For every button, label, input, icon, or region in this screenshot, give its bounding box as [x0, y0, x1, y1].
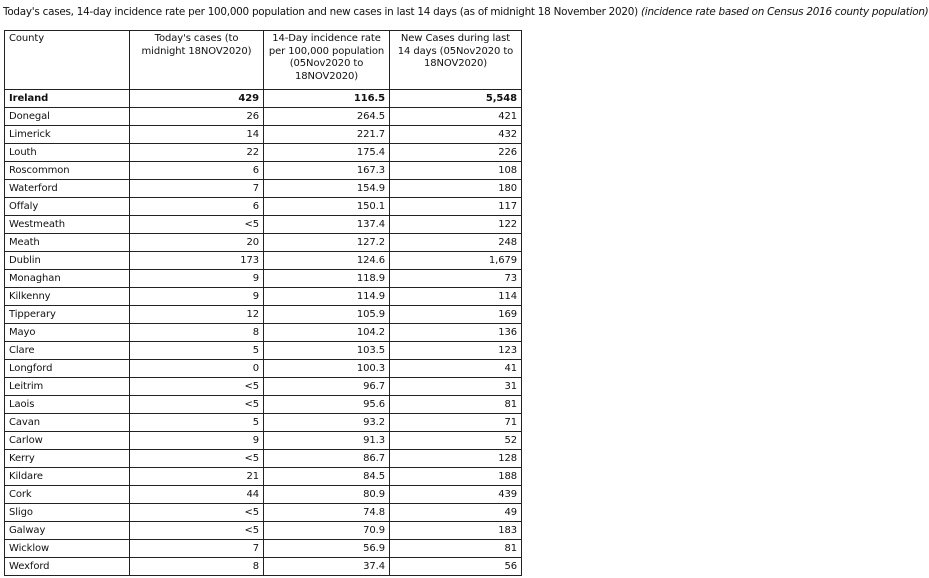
- incidence-rate-cell: 95.6: [264, 396, 390, 414]
- table-row: [5, 198, 522, 216]
- new-cases-cell: 128: [390, 450, 522, 468]
- new-cases-cell: 226: [390, 144, 522, 162]
- incidence-rate-cell: 96.7: [264, 378, 390, 396]
- today-cases-cell: 7: [130, 540, 264, 558]
- county-cell: Wicklow: [5, 540, 130, 558]
- table-row: [5, 162, 522, 180]
- county-cell: Monaghan: [5, 270, 130, 288]
- incidence-rate-cell: 70.9: [264, 522, 390, 540]
- table-row: [5, 126, 522, 144]
- incidence-rate-cell: 137.4: [264, 216, 390, 234]
- new-cases-cell: 56: [390, 558, 522, 576]
- page-title: [3, 5, 929, 19]
- table-row: [5, 324, 522, 342]
- incidence-rate-cell: 221.7: [264, 126, 390, 144]
- incidence-rate-cell: 114.9: [264, 288, 390, 306]
- today-cases-cell: <5: [130, 504, 264, 522]
- incidence-rate-cell: 74.8: [264, 504, 390, 522]
- total-row: [5, 90, 522, 108]
- table-row: [5, 342, 522, 360]
- incidence-rate-cell: 103.5: [264, 342, 390, 360]
- table-row: [5, 486, 522, 504]
- title-main: Today's cases, 14-day incidence rate per 100,000 population and new cases in last 14 days (as of midnight 18 November 2020): [3, 6, 638, 18]
- incidence-rate-cell: 105.9: [264, 306, 390, 324]
- incidence-rate-cell: 264.5: [264, 108, 390, 126]
- county-cell: Dublin: [5, 252, 130, 270]
- county-cell: Cavan: [5, 414, 130, 432]
- new-cases-cell: 169: [390, 306, 522, 324]
- county-cell: Cork: [5, 486, 130, 504]
- today-cases-cell: 20: [130, 234, 264, 252]
- header-row: [5, 31, 522, 90]
- header-county: County: [5, 31, 130, 90]
- incidence-rate-cell: 56.9: [264, 540, 390, 558]
- county-cell: Galway: [5, 522, 130, 540]
- new-cases-cell: 108: [390, 162, 522, 180]
- county-cell: Donegal: [5, 108, 130, 126]
- total-county: Ireland: [5, 90, 130, 108]
- table-row: [5, 450, 522, 468]
- county-cell: Meath: [5, 234, 130, 252]
- incidence-rate-cell: 175.4: [264, 144, 390, 162]
- today-cases-cell: 22: [130, 144, 264, 162]
- today-cases-cell: 9: [130, 288, 264, 306]
- new-cases-cell: 81: [390, 540, 522, 558]
- incidence-rate-cell: 154.9: [264, 180, 390, 198]
- today-cases-cell: 0: [130, 360, 264, 378]
- incidence-rate-cell: 150.1: [264, 198, 390, 216]
- table-row: [5, 540, 522, 558]
- header-today-cases: Today's cases (to midnight 18NOV2020): [130, 31, 264, 90]
- new-cases-cell: 71: [390, 414, 522, 432]
- new-cases-cell: 188: [390, 468, 522, 486]
- county-cell: Longford: [5, 360, 130, 378]
- new-cases-cell: 31: [390, 378, 522, 396]
- new-cases-cell: 41: [390, 360, 522, 378]
- incidence-rate-cell: 118.9: [264, 270, 390, 288]
- today-cases-cell: 8: [130, 558, 264, 576]
- today-cases-cell: 6: [130, 162, 264, 180]
- county-cell: Carlow: [5, 432, 130, 450]
- incidence-rate-cell: 124.6: [264, 252, 390, 270]
- table-row: [5, 270, 522, 288]
- table-row: [5, 252, 522, 270]
- table-row: [5, 144, 522, 162]
- header-incidence-rate: 14-Day incidence rate per 100,000 population (05Nov2020 to 18NOV2020): [264, 31, 390, 90]
- incidence-rate-cell: 127.2: [264, 234, 390, 252]
- today-cases-cell: 26: [130, 108, 264, 126]
- incidence-rate-cell: 37.4: [264, 558, 390, 576]
- new-cases-cell: 114: [390, 288, 522, 306]
- total-new-cases: 5,548: [390, 90, 522, 108]
- today-cases-cell: <5: [130, 378, 264, 396]
- county-cell: Waterford: [5, 180, 130, 198]
- table-row: [5, 432, 522, 450]
- title-note: (incidence rate based on Census 2016 county population): [641, 6, 929, 18]
- today-cases-cell: 12: [130, 306, 264, 324]
- table-row: [5, 288, 522, 306]
- new-cases-cell: 439: [390, 486, 522, 504]
- new-cases-cell: 73: [390, 270, 522, 288]
- county-cell: Kilkenny: [5, 288, 130, 306]
- county-cell: Laois: [5, 396, 130, 414]
- table-row: [5, 216, 522, 234]
- new-cases-cell: 432: [390, 126, 522, 144]
- new-cases-cell: 183: [390, 522, 522, 540]
- county-cell: Louth: [5, 144, 130, 162]
- table-row: [5, 414, 522, 432]
- county-cell: Wexford: [5, 558, 130, 576]
- new-cases-cell: 248: [390, 234, 522, 252]
- table-row: [5, 378, 522, 396]
- today-cases-cell: 6: [130, 198, 264, 216]
- today-cases-cell: <5: [130, 216, 264, 234]
- county-cell: Westmeath: [5, 216, 130, 234]
- new-cases-cell: 1,679: [390, 252, 522, 270]
- today-cases-cell: 5: [130, 414, 264, 432]
- today-cases-cell: <5: [130, 396, 264, 414]
- incidence-rate-cell: 91.3: [264, 432, 390, 450]
- table-row: [5, 558, 522, 576]
- incidence-rate-cell: 84.5: [264, 468, 390, 486]
- new-cases-cell: 421: [390, 108, 522, 126]
- incidence-rate-cell: 167.3: [264, 162, 390, 180]
- county-cell: Limerick: [5, 126, 130, 144]
- county-cell: Kerry: [5, 450, 130, 468]
- table-row: [5, 522, 522, 540]
- today-cases-cell: 14: [130, 126, 264, 144]
- table-row: [5, 234, 522, 252]
- incidence-rate-cell: 86.7: [264, 450, 390, 468]
- table-row: [5, 468, 522, 486]
- county-cell: Sligo: [5, 504, 130, 522]
- today-cases-cell: 9: [130, 270, 264, 288]
- total-incidence-rate: 116.5: [264, 90, 390, 108]
- new-cases-cell: 81: [390, 396, 522, 414]
- county-cell: Roscommon: [5, 162, 130, 180]
- county-cell: Clare: [5, 342, 130, 360]
- new-cases-cell: 136: [390, 324, 522, 342]
- new-cases-cell: 117: [390, 198, 522, 216]
- today-cases-cell: 8: [130, 324, 264, 342]
- today-cases-cell: 44: [130, 486, 264, 504]
- today-cases-cell: 21: [130, 468, 264, 486]
- today-cases-cell: 7: [130, 180, 264, 198]
- table-row: [5, 360, 522, 378]
- new-cases-cell: 180: [390, 180, 522, 198]
- today-cases-cell: 5: [130, 342, 264, 360]
- county-cell: Mayo: [5, 324, 130, 342]
- total-today-cases: 429: [130, 90, 264, 108]
- county-cases-table: [4, 30, 522, 576]
- county-cell: Offaly: [5, 198, 130, 216]
- incidence-rate-cell: 93.2: [264, 414, 390, 432]
- new-cases-cell: 123: [390, 342, 522, 360]
- incidence-rate-cell: 100.3: [264, 360, 390, 378]
- today-cases-cell: 173: [130, 252, 264, 270]
- today-cases-cell: <5: [130, 450, 264, 468]
- table-row: [5, 180, 522, 198]
- table-row: [5, 108, 522, 126]
- today-cases-cell: <5: [130, 522, 264, 540]
- header-new-cases: New Cases during last 14 days (05Nov2020 to 18NOV2020): [390, 31, 522, 90]
- new-cases-cell: 122: [390, 216, 522, 234]
- new-cases-cell: 52: [390, 432, 522, 450]
- today-cases-cell: 9: [130, 432, 264, 450]
- incidence-rate-cell: 104.2: [264, 324, 390, 342]
- table-row: [5, 504, 522, 522]
- county-cell: Leitrim: [5, 378, 130, 396]
- table-row: [5, 306, 522, 324]
- table-row: [5, 396, 522, 414]
- incidence-rate-cell: 80.9: [264, 486, 390, 504]
- county-cell: Tipperary: [5, 306, 130, 324]
- county-cell: Kildare: [5, 468, 130, 486]
- new-cases-cell: 49: [390, 504, 522, 522]
